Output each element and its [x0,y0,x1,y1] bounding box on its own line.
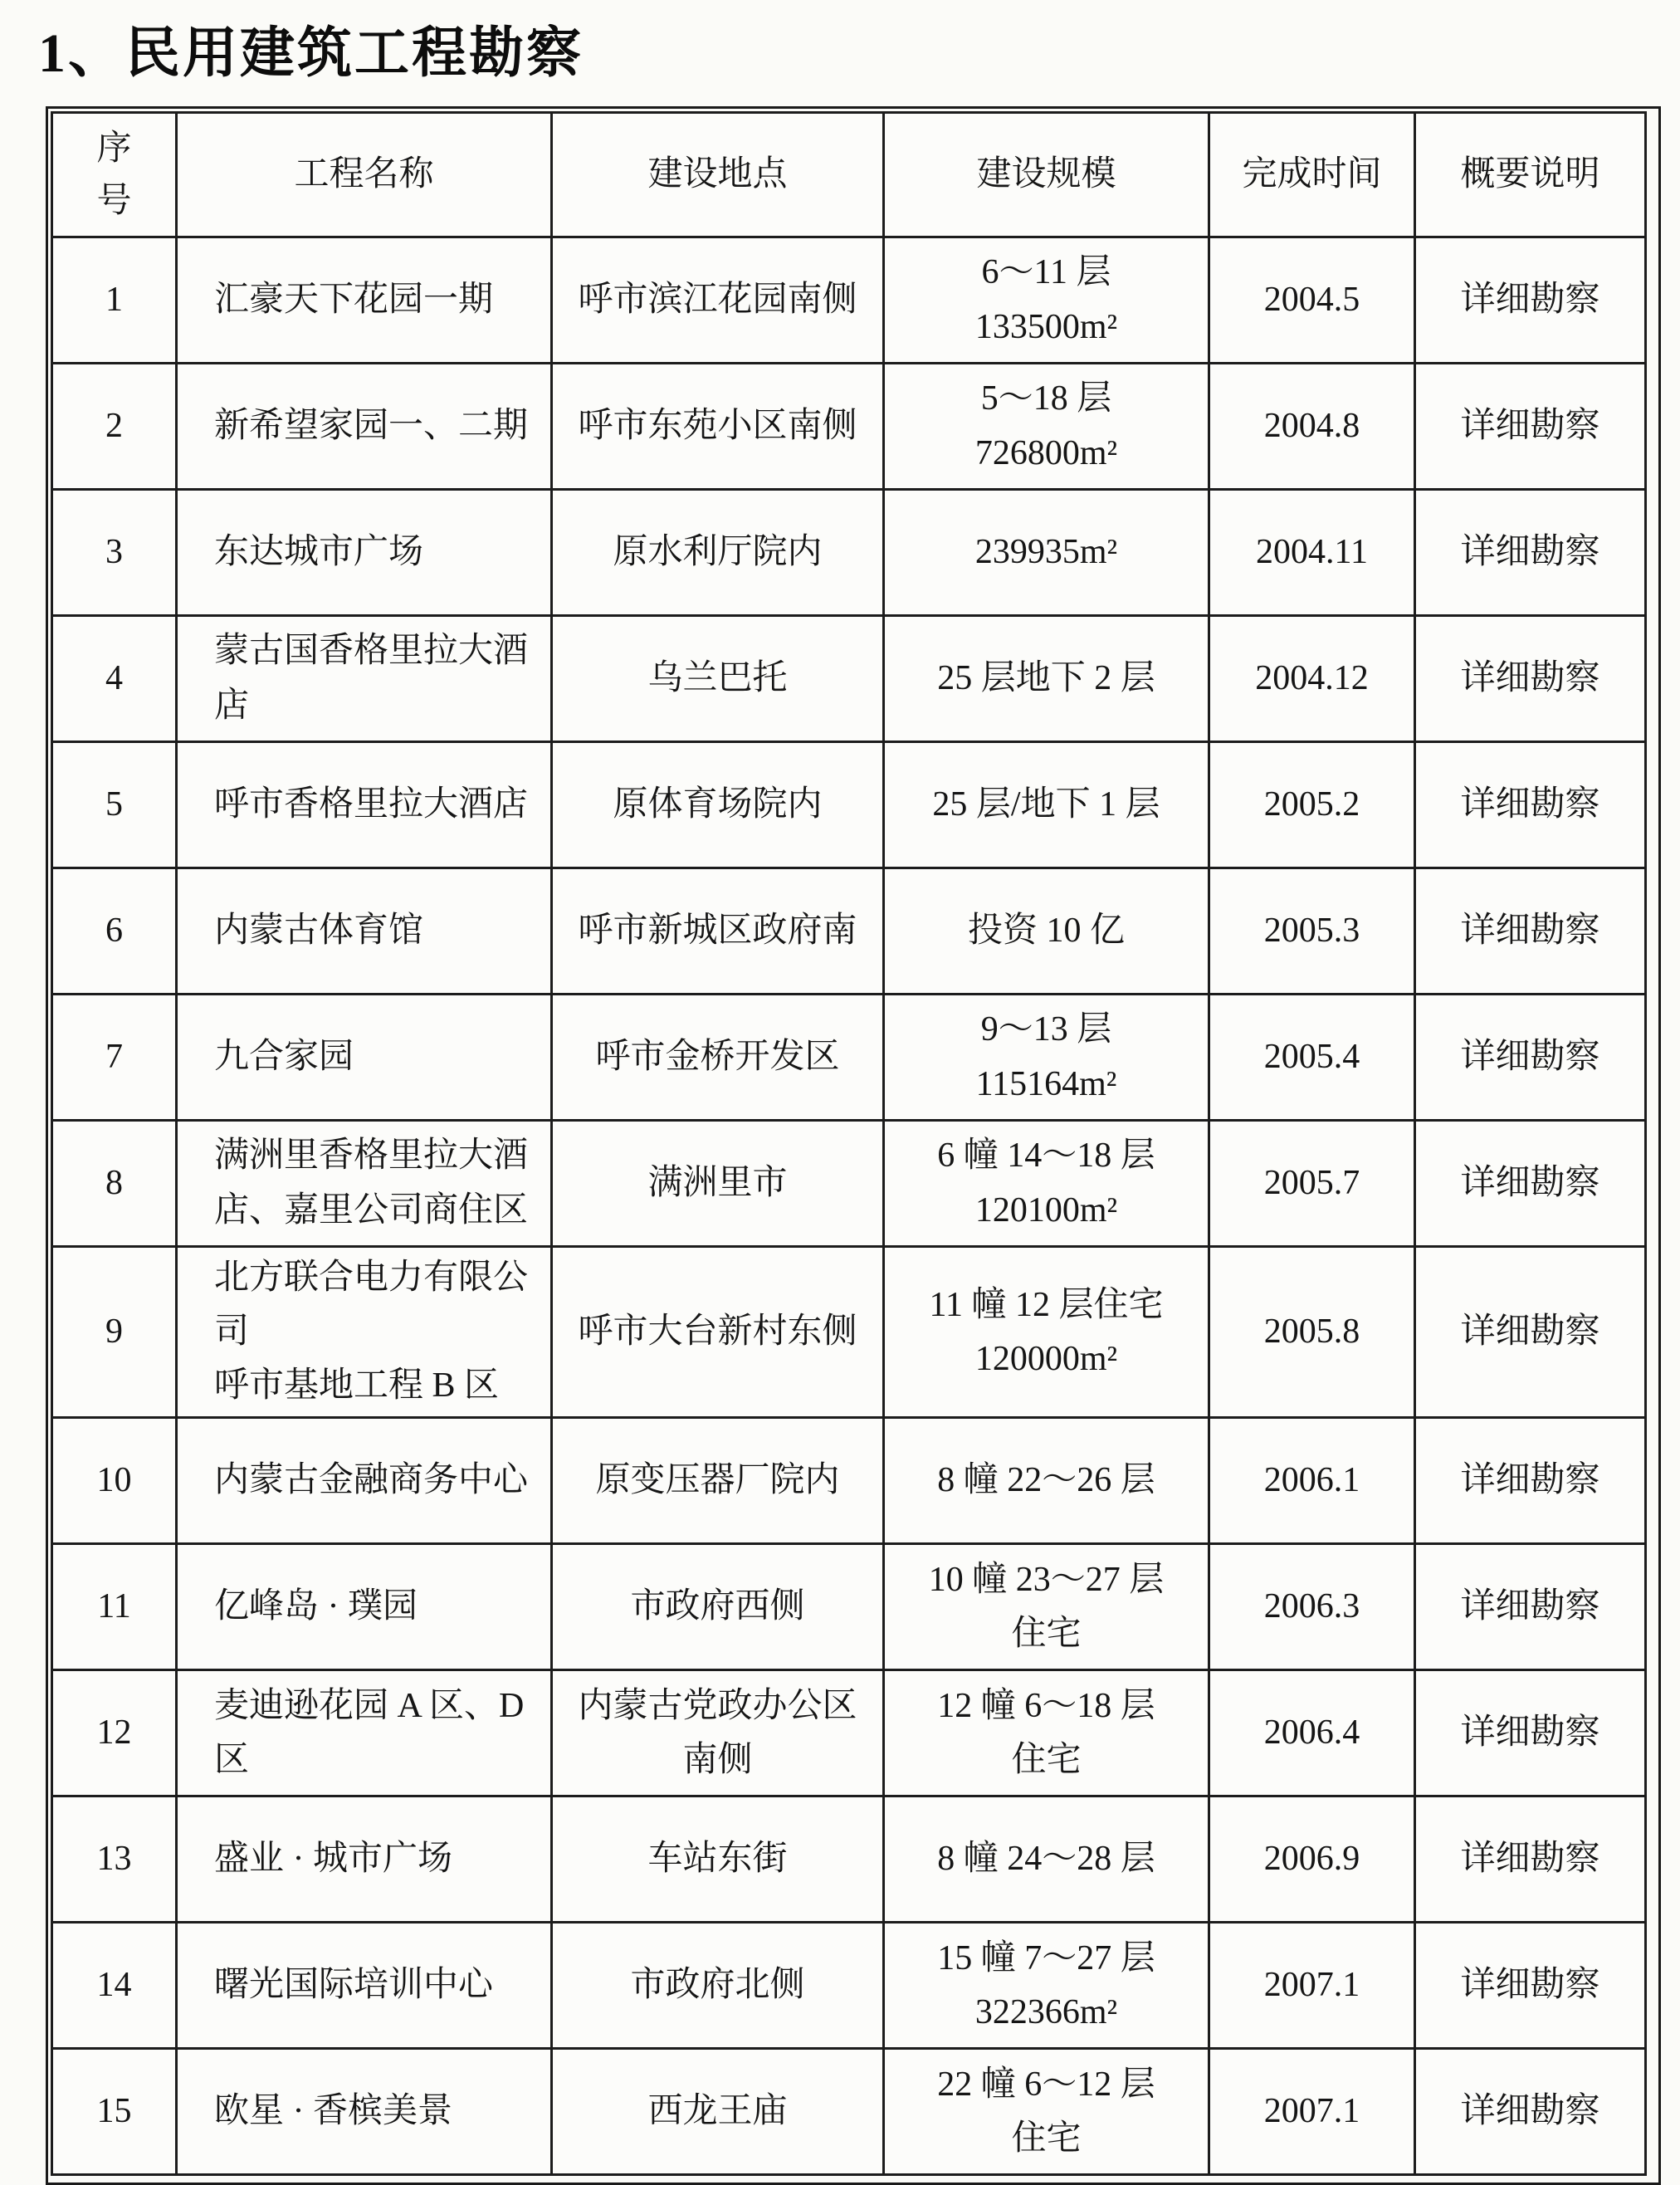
cell-line: 22 幢 6～12 层 [937,2065,1155,2104]
cell-note: 详细勘察 [1415,1544,1646,1670]
cell-scale [884,1796,1209,1923]
cell-line: 满洲里市 [647,1163,788,1202]
table-row [52,364,1646,490]
cell-project-name [177,2049,552,2175]
cell-line: 市政府北侧 [630,1966,805,2005]
cell-project-name [177,995,552,1121]
cell-scale [884,742,1209,868]
table-row [52,742,1646,868]
table-row [52,868,1646,995]
cell-line: 呼市东苑小区南侧 [578,406,857,445]
cell-line: 8 幢 22～26 层 [937,1461,1155,1500]
cell-no: 11 [52,1544,177,1670]
cell-date: 2006.1 [1209,1418,1415,1544]
cell-note: 详细勘察 [1415,1670,1646,1796]
cell-note: 详细勘察 [1415,1796,1646,1923]
table-row [52,1121,1646,1247]
cell-date: 2007.1 [1209,1923,1415,2049]
cell-line: 239935m² [974,532,1118,571]
cell-scale [884,2049,1209,2175]
cell-line: 322366m² [974,1992,1118,2031]
cell-project-name [177,1670,552,1796]
cell-location [552,1121,884,1247]
cell-project-name [177,1544,552,1670]
table-row [52,1418,1646,1544]
cell-line: 住宅 [1011,1740,1082,1779]
cell-line: 呼市新城区政府南 [578,911,857,950]
cell-line: 6 幢 14～18 层 [937,1136,1155,1176]
cell-location [552,1670,884,1796]
cell-note: 详细勘察 [1415,1247,1646,1418]
cell-project-name [177,1923,552,2049]
cell-line: 呼市香格里拉大酒店 [214,785,529,824]
cell-line: 120000m² [974,1339,1118,1378]
cell-date: 2004.12 [1209,616,1415,742]
cell-line: 东达城市广场 [214,532,424,571]
cell-location [552,616,884,742]
cell-note: 详细勘察 [1415,2049,1646,2175]
cell-location [552,2049,884,2175]
table-row [52,1923,1646,2049]
cell-line: 盛业 · 城市广场 [214,1840,452,1879]
cell-line: 115164m² [975,1064,1117,1103]
cell-note: 详细勘察 [1415,490,1646,616]
cell-no: 13 [52,1796,177,1923]
cell-line: 原水利厅院内 [613,532,823,571]
cell-location [552,1247,884,1418]
cell-project-name [177,490,552,616]
cell-line: 新希望家园一、二期 [214,406,529,445]
cell-line: 南侧 [682,1740,753,1779]
cell-line: 市政府西侧 [630,1587,805,1626]
cell-line: 投资 10 亿 [967,911,1125,950]
cell-note: 详细勘察 [1415,364,1646,490]
col-header-note: 概要说明 [1415,113,1646,237]
cell-line: 11 幢 12 层住宅 [929,1285,1164,1324]
cell-line: 9～13 层 [980,1010,1112,1049]
cell-line: 原变压器厂院内 [595,1461,840,1500]
cell-scale [884,364,1209,490]
cell-line: 住宅 [1011,1614,1082,1653]
cell-date: 2004.5 [1209,237,1415,364]
col-header-project-name: 工程名称 [177,113,552,237]
col-header-location: 建设地点 [552,113,884,237]
cell-line: 120100m² [974,1190,1118,1229]
cell-date: 2006.9 [1209,1796,1415,1923]
cell-project-name [177,237,552,364]
col-header-date: 完成时间 [1209,113,1415,237]
cell-no: 9 [52,1247,177,1418]
cell-line: 北方联合电力有限公司 [214,1259,529,1352]
cell-note: 详细勘察 [1415,995,1646,1121]
cell-scale [884,1923,1209,2049]
col-header-scale: 建设规模 [884,113,1209,237]
table-row [52,1544,1646,1670]
cell-no: 15 [52,2049,177,2175]
cell-location [552,490,884,616]
cell-line: 蒙古国香格里拉大酒店 [214,632,529,725]
cell-date: 2004.11 [1209,490,1415,616]
cell-location [552,1796,884,1923]
col-header-no [52,113,177,237]
table-row [52,490,1646,616]
cell-no: 4 [52,616,177,742]
cell-line: 25 层/地下 1 层 [932,785,1160,824]
cell-project-name [177,742,552,868]
cell-scale [884,490,1209,616]
table-row [52,995,1646,1121]
cell-line: 8 幢 24～28 层 [937,1840,1155,1879]
cell-date: 2006.3 [1209,1544,1415,1670]
cell-line: 麦迪逊花园 A 区、D 区 [214,1686,525,1779]
cell-line: 住宅 [1011,2119,1082,2158]
cell-line: 内蒙古党政办公区 [578,1686,857,1725]
cell-note: 详细勘察 [1415,1418,1646,1544]
cell-line: 车站东街 [647,1840,788,1879]
cell-location [552,995,884,1121]
cell-note: 详细勘察 [1415,742,1646,868]
cell-scale [884,1247,1209,1418]
cell-line: 呼市滨江花园南侧 [578,280,857,319]
table-row [52,616,1646,742]
cell-scale [884,868,1209,995]
cell-scale [884,1418,1209,1544]
cell-line: 呼市大台新村东侧 [578,1312,857,1352]
cell-project-name [177,868,552,995]
cell-scale [884,995,1209,1121]
cell-line: 呼市金桥开发区 [595,1037,840,1076]
cell-location [552,1923,884,2049]
cell-date: 2005.3 [1209,868,1415,995]
cell-line: 25 层地下 2 层 [937,658,1155,697]
cell-location [552,868,884,995]
table-row [52,1796,1646,1923]
cell-project-name [177,1121,552,1247]
cell-date: 2005.4 [1209,995,1415,1121]
table-row [52,1670,1646,1796]
cell-project-name [177,1418,552,1544]
survey-table-frame [46,106,1661,2185]
cell-no: 8 [52,1121,177,1247]
cell-date: 2004.8 [1209,364,1415,490]
cell-line: 5～18 层 [980,379,1112,418]
cell-no: 10 [52,1418,177,1544]
cell-line: 内蒙古体育馆 [214,911,424,950]
cell-no: 5 [52,742,177,868]
cell-date: 2006.4 [1209,1670,1415,1796]
cell-scale [884,616,1209,742]
cell-date: 2007.1 [1209,2049,1415,2175]
cell-line: 亿峰岛 · 璞园 [214,1587,418,1626]
cell-location [552,237,884,364]
cell-line: 726800m² [974,433,1118,472]
cell-location [552,1544,884,1670]
cell-line: 12 幢 6～18 层 [937,1686,1155,1725]
cell-project-name [177,616,552,742]
cell-no: 14 [52,1923,177,2049]
cell-date: 2005.7 [1209,1121,1415,1247]
cell-no: 6 [52,868,177,995]
cell-line: 汇豪天下花园一期 [214,280,494,319]
cell-scale [884,1544,1209,1670]
cell-note: 详细勘察 [1415,1121,1646,1247]
cell-note: 详细勘察 [1415,868,1646,995]
table-row [52,1247,1646,1418]
cell-note: 详细勘察 [1415,616,1646,742]
cell-line: 133500m² [974,307,1118,346]
cell-date: 2005.2 [1209,742,1415,868]
cell-location [552,742,884,868]
cell-line: 15 幢 7～27 层 [937,1938,1155,1977]
cell-line: 10 幢 23～27 层 [928,1560,1165,1599]
header-row [52,113,1646,237]
cell-scale [884,237,1209,364]
col-header-no-label: 序号 [96,129,132,220]
cell-line: 6～11 层 [981,253,1111,292]
cell-project-name [177,1247,552,1418]
cell-location [552,364,884,490]
page-title: 1、民用建筑工程勘察 [38,23,584,84]
survey-table [51,111,1647,2176]
cell-no: 3 [52,490,177,616]
cell-project-name [177,364,552,490]
table-row [52,237,1646,364]
cell-project-name [177,1796,552,1923]
cell-line: 九合家园 [214,1037,354,1076]
cell-line: 曙光国际培训中心 [214,1966,494,2005]
table-row [52,2049,1646,2175]
cell-no: 12 [52,1670,177,1796]
cell-line: 店、嘉里公司商住区 [214,1190,529,1229]
cell-no: 1 [52,237,177,364]
cell-note: 详细勘察 [1415,237,1646,364]
cell-scale [884,1121,1209,1247]
cell-date: 2005.8 [1209,1247,1415,1418]
cell-location [552,1418,884,1544]
cell-line: 西龙王庙 [647,2092,788,2131]
cell-scale [884,1670,1209,1796]
cell-no: 2 [52,364,177,490]
cell-line: 呼市基地工程 B 区 [214,1366,500,1405]
cell-line: 满洲里香格里拉大酒 [214,1136,529,1176]
cell-line: 内蒙古金融商务中心 [214,1461,529,1500]
cell-line: 欧星 · 香槟美景 [214,2092,452,2131]
cell-line: 原体育场院内 [613,785,823,824]
cell-note: 详细勘察 [1415,1923,1646,2049]
cell-no: 7 [52,995,177,1121]
cell-line: 乌兰巴托 [647,658,788,697]
